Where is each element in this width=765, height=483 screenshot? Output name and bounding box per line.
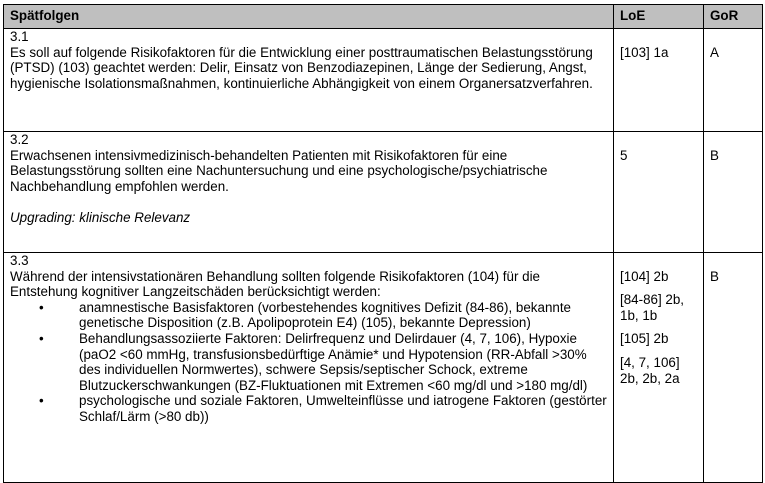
table-header-row [4, 5, 763, 29]
header-loe: LoE [614, 5, 704, 29]
loe-value: [104] 2b [620, 268, 669, 284]
loe-cell [614, 29, 704, 132]
recommendation-number: 3.3 [10, 253, 29, 268]
list-item-text: psychologische und soziale Faktoren, Umwelteinflüsse und iatrogene Faktoren (gestörter Schlaf/Lärm (>80 db)) [79, 393, 607, 424]
recommendation-text: Erwachsenen intensivmedizinisch-behandelten Patienten mit Risikofaktoren für eine Belastungsstörung sollten eine Nachuntersuchung und eine psychologische/psychiatrische Nachbehandlung empfohlen werden. [10, 147, 548, 194]
bullet-icon: • [39, 393, 44, 409]
recommendation-cell [4, 29, 614, 132]
loe-value: [4, 7, 106] 2b, 2b, 2a [620, 354, 680, 386]
recommendation-cell [4, 253, 614, 483]
list-item-text: Behandlungsassoziierte Faktoren: Delirfrequenz und Delirdauer (4, 7, 106), Hypoxie (paO2 <60 mmHg, transfusionsbedürftige Anämie* und Hypotension (RR-Abfall >30% des individuellen Normwertes), schwere Sepsis/septischer Schock, extreme Blutzuckerschwankungen (BZ-Fluktuationen mit Extremen <60 mg/dl und >180 mg/dl) [79, 330, 588, 393]
loe-value: 5 [620, 147, 628, 163]
recommendation-number: 3.2 [10, 132, 29, 147]
loe-value: [84-86] 2b, 1b, 1b [620, 292, 685, 323]
list-item [10, 393, 609, 424]
table-row [4, 253, 763, 483]
gor-cell [704, 253, 763, 483]
gor-value: B [710, 147, 719, 163]
loe-cell [614, 253, 704, 483]
recommendation-text: Während der intensivstationären Behandlung sollten folgende Risikofaktoren (104) für die Entstehung kognitiver Langzeitschäden berücksichtigt werden: [10, 268, 540, 300]
recommendation-table [3, 4, 763, 483]
header-gor: GoR [704, 5, 763, 29]
recommendation-cell [4, 132, 614, 253]
gor-cell [704, 132, 763, 253]
list-item-text: anamnestische Basisfaktoren (vorbestehendes kognitives Defizit (84-86), bekannte genetische Disposition (z.B. Apolipoprotein E4) (105), bekannte Depression) [79, 299, 572, 331]
list-item [10, 300, 609, 331]
gor-cell [704, 29, 763, 132]
risk-factor-list [10, 300, 609, 425]
recommendation-text: Es soll auf folgende Risikofaktoren für die Entwicklung einer posttraumatischen Belastungsstörung (PTSD) (103) geachtet werden: Delir, Einsatz von Benzodiazepinen, Länge der Sedierung, Angst, hygienische Isolationsmaßnahmen, kontinuierliche Abhängigkeit von einem Organersatzverfahren. [10, 44, 593, 91]
table-row [4, 29, 763, 132]
upgrading-note: Upgrading: klinische Relevanz [10, 209, 191, 225]
bullet-icon: • [39, 299, 44, 315]
gor-value: B [710, 268, 719, 284]
list-item [10, 331, 609, 393]
gor-value: A [710, 44, 719, 60]
loe-value: [105] 2b [620, 331, 669, 347]
loe-value: [103] 1a [620, 44, 669, 60]
bullet-icon: • [39, 330, 44, 346]
loe-cell [614, 132, 704, 253]
header-spaetfolgen: Spätfolgen [4, 5, 614, 29]
recommendation-number: 3.1 [10, 29, 29, 44]
table-row [4, 132, 763, 253]
